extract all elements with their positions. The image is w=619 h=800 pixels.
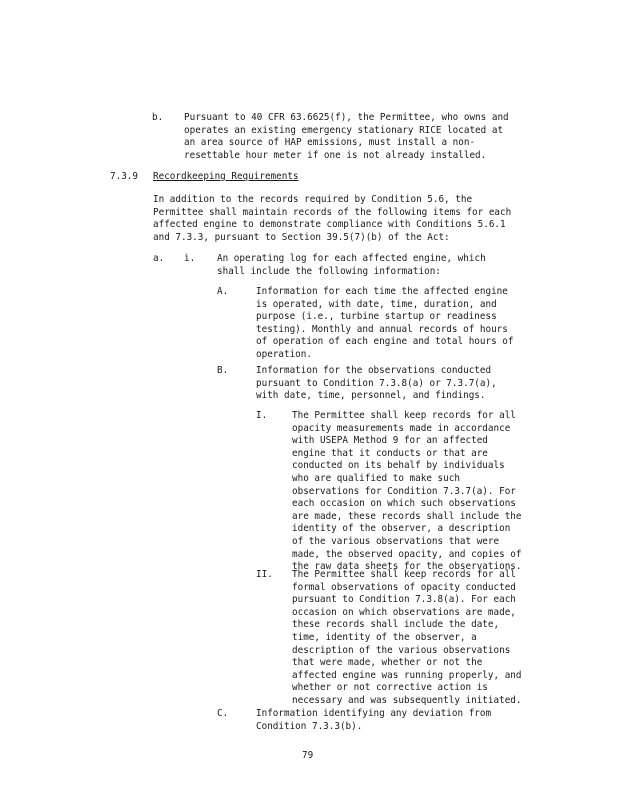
text-line: engine that it conducts or that are xyxy=(292,447,488,459)
text-line: with date, time, personnel, and findings. xyxy=(256,390,486,402)
text-line: Information for each time the affected engine xyxy=(256,286,508,297)
text-line: In addition to the records required by Condition 5.6, the xyxy=(153,194,473,205)
item-b-label: b. xyxy=(152,112,164,123)
text-line: description of the various observations xyxy=(292,644,511,656)
text-line: affected engine was running properly, and xyxy=(292,669,522,681)
text-line: the raw data sheets for the observations. xyxy=(292,561,522,573)
text-line: testing). Monthly and annual records of hours xyxy=(256,323,508,335)
text-line: affected engine to demonstrate compliance with Conditions 5.6.1 xyxy=(153,219,506,231)
item-B-label: B. xyxy=(217,365,229,376)
text-line: made, the observed opacity, and copies of xyxy=(292,548,522,560)
text-line: is operated, with date, time, duration, and xyxy=(256,298,497,310)
item-A-text xyxy=(256,286,546,362)
text-line: observations for Condition 7.3.7(a). For xyxy=(292,485,516,497)
text-line: Information for the observations conducted xyxy=(256,365,492,376)
text-line: who are qualified to make such xyxy=(292,472,460,484)
text-line: operates an existing emergency stationary RICE located at xyxy=(184,124,504,136)
item-B-II-label: II. xyxy=(256,569,273,580)
text-line: whether or not corrective action is xyxy=(292,682,488,694)
item-C-label: C. xyxy=(217,708,229,719)
item-a-label: a. xyxy=(153,253,165,264)
text-line: pursuant to Condition 7.3.8(a) or 7.3.7(a), xyxy=(256,377,497,389)
text-line: formal observations of opacity conducted xyxy=(292,581,516,593)
section-number: 7.3.9 xyxy=(110,171,138,182)
text-line: The Permittee shall keep records for all xyxy=(292,569,516,580)
item-B-II-text xyxy=(292,569,542,708)
item-b-text xyxy=(184,112,534,162)
page-number: 79 xyxy=(302,750,314,761)
intro-paragraph xyxy=(153,194,543,244)
text-line: Pursuant to 40 CFR 63.6625(f), the Permittee, who owns and xyxy=(184,112,509,123)
text-line: necessary and was subsequently initiated. xyxy=(292,694,522,706)
text-line: time, identity of the observer, a xyxy=(292,631,477,643)
text-line: that were made, whether or not the xyxy=(292,657,483,669)
text-line: of operation of each engine and total hours of xyxy=(256,336,514,348)
item-C-text xyxy=(256,708,546,733)
text-line: and 7.3.3, pursuant to Section 39.5(7)(b) of the Act: xyxy=(153,231,450,243)
item-a-i-text xyxy=(217,253,517,278)
item-A-label: A. xyxy=(217,286,229,297)
text-line: An operating log for each affected engine, which xyxy=(217,253,486,264)
text-line: an area source of HAP emissions, must install a non- xyxy=(184,137,476,149)
text-line: opacity measurements made in accordance xyxy=(292,422,511,434)
item-B-I-text xyxy=(292,410,542,574)
text-line: operation. xyxy=(256,348,312,360)
item-B-I-label: I. xyxy=(256,410,268,421)
text-line: The Permittee shall keep records for all xyxy=(292,410,516,421)
text-line: occasion on which observations are made, xyxy=(292,606,516,618)
text-line: of the various observations that were xyxy=(292,535,500,547)
text-line: Permittee shall maintain records of the following items for each xyxy=(153,206,512,218)
item-B-text xyxy=(256,365,546,403)
text-line: Information identifying any deviation from xyxy=(256,708,492,719)
text-line: each occasion on which such observations xyxy=(292,498,516,510)
text-line: shall include the following information: xyxy=(217,265,441,277)
text-line: are made, these records shall include the xyxy=(292,510,522,522)
item-i-label: i. xyxy=(184,253,196,264)
text-line: Condition 7.3.3(b). xyxy=(256,720,363,732)
text-line: pursuant to Condition 7.3.8(a). For each xyxy=(292,594,516,606)
text-line: identity of the observer, a description xyxy=(292,523,511,535)
text-line: these records shall include the date, xyxy=(292,619,500,631)
text-line: purpose (i.e., turbine startup or readiness xyxy=(256,311,497,323)
text-line: with USEPA Method 9 for an affected xyxy=(292,435,488,447)
text-line: conducted on its behalf by individuals xyxy=(292,460,505,472)
text-line: resettable hour meter if one is not already installed. xyxy=(184,149,487,161)
section-heading: Recordkeeping Requirements xyxy=(153,171,299,182)
